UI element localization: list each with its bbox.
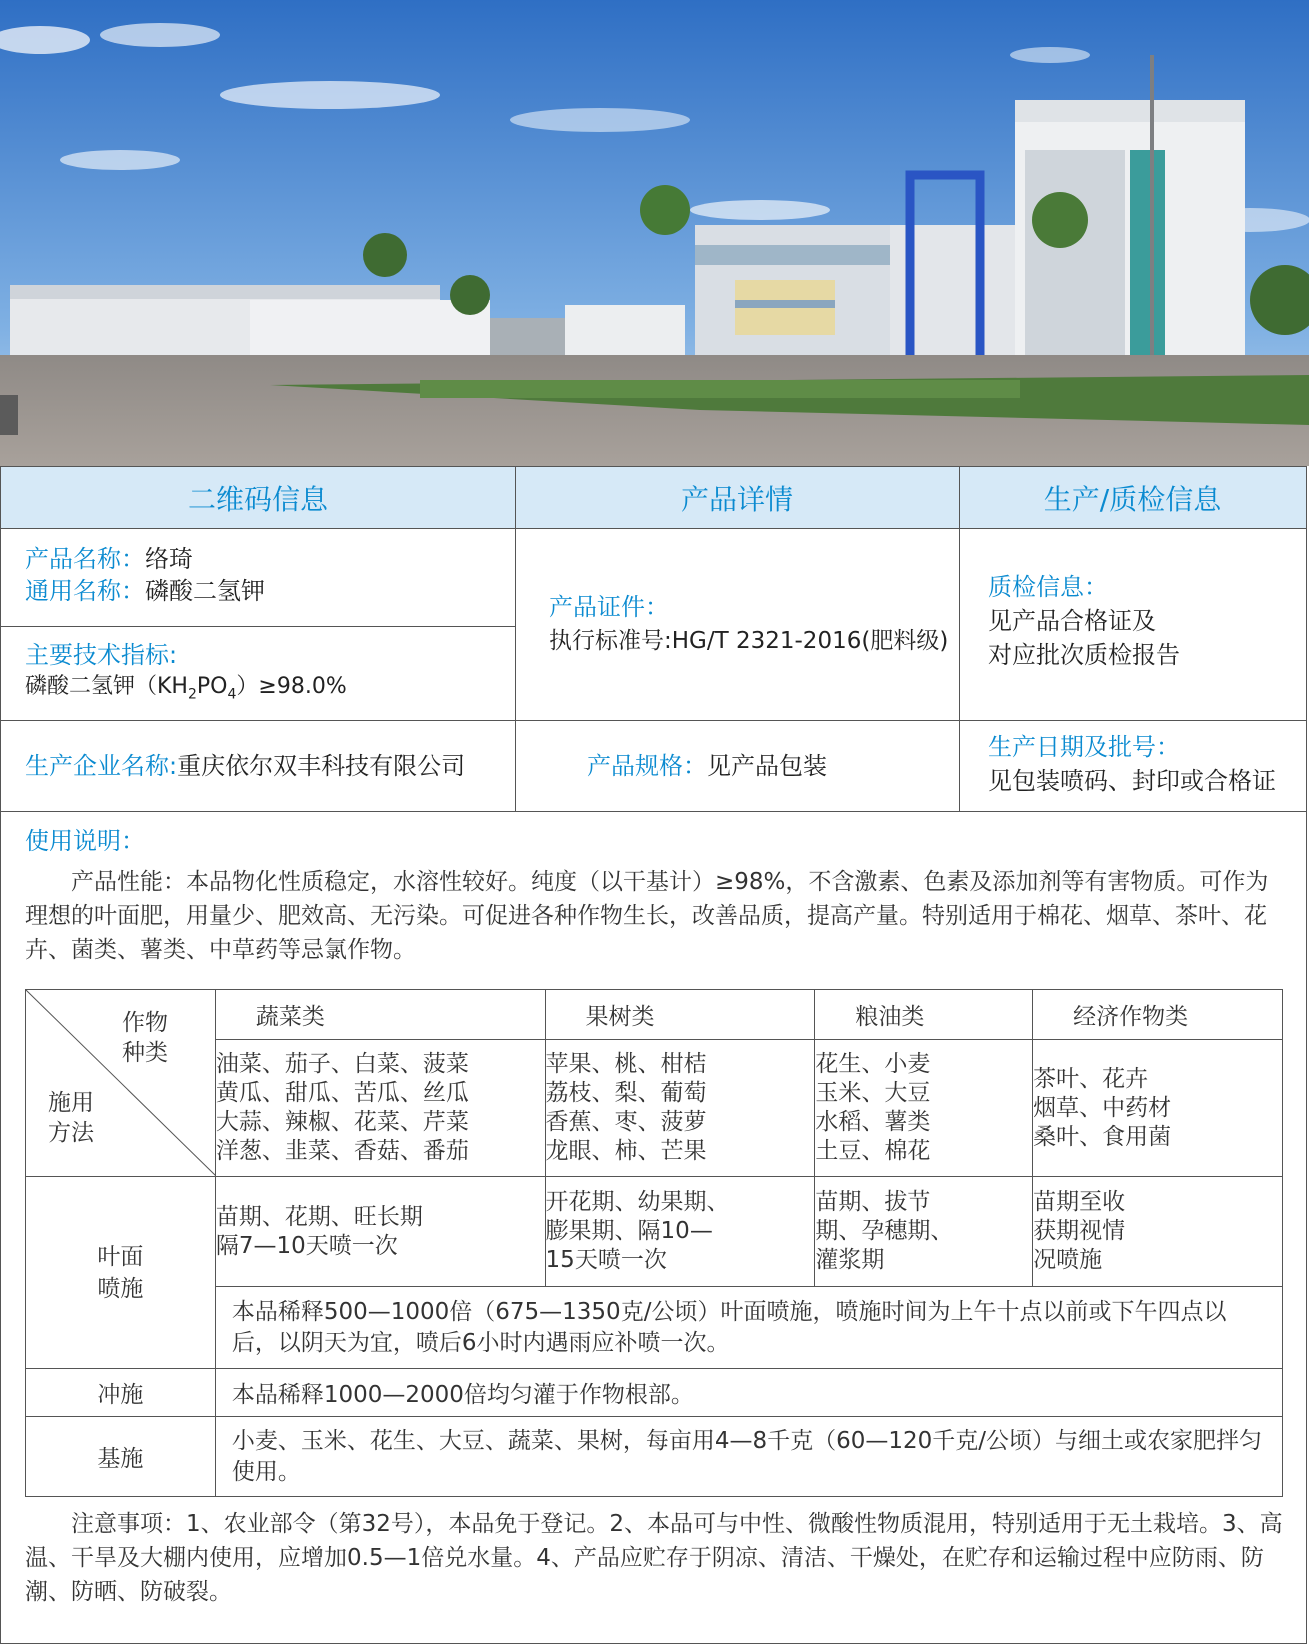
product-details-header: 产品详情 xyxy=(515,467,959,529)
crop-line: 桑叶、食用菌 xyxy=(1033,1123,1172,1150)
crop-line: 荔枝、梨、葡萄 xyxy=(545,1080,707,1107)
qr-info-header: 二维码信息 xyxy=(1,467,515,529)
notice xyxy=(25,1507,1285,1609)
tech-spec-subscript: 4 xyxy=(227,686,237,703)
crop-line: 茶叶、花卉 xyxy=(1033,1065,1149,1092)
crop-line: 土豆、棉花 xyxy=(815,1138,931,1165)
corner-diagonal xyxy=(26,990,216,1176)
corner-bottom-label xyxy=(48,1088,94,1148)
crop-line: 黄瓜、甜瓜、苦瓜、丝瓜 xyxy=(215,1080,469,1107)
timing-line: 苗期、花期、旺长期 xyxy=(215,1203,423,1230)
production-date-value: 见包装喷码、封印或合格证 xyxy=(988,767,1276,795)
base-note: 小麦、玉米、花生、大豆、蔬菜、果树，每亩用4—8千克（60—120千克/公顷）与细土或农家肥拌匀使用。 xyxy=(215,1417,1282,1497)
crop-line: 花生、小麦 xyxy=(815,1051,931,1078)
foliar-note: 本品稀释500—1000倍（675—1350克/公顷）叶面喷施，喷施时间为上午十点以前或下午四点以后，以阴天为宜，喷后6小时内遇雨应补喷一次。 xyxy=(215,1287,1282,1369)
crops-vegetables xyxy=(215,1040,545,1177)
generic-name-value: 磷酸二氢钾 xyxy=(145,577,265,605)
product-name xyxy=(25,543,193,575)
tech-spec-subscript: 2 xyxy=(187,686,197,703)
category-grain-oil: 粮油类 xyxy=(815,990,1033,1040)
crops-grain-oil xyxy=(815,1040,1033,1177)
usage-table xyxy=(25,989,1283,1497)
factory-photo xyxy=(0,0,1309,466)
divider xyxy=(1,720,1306,721)
timing-line: 15天喷一次 xyxy=(545,1247,667,1273)
usage-intro xyxy=(25,865,1285,967)
timing-line: 期、孕穗期、 xyxy=(815,1218,954,1244)
certificate-value: 执行标准号:HG/T 2321-2016(肥料级) xyxy=(549,628,949,654)
production-qc-header: 生产/质检信息 xyxy=(959,467,1306,529)
timing-line: 隔7—10天喷一次 xyxy=(215,1232,398,1259)
flush-label: 冲施 xyxy=(26,1369,216,1417)
corner-cell xyxy=(26,990,216,1177)
manufacturer-label: 生产企业名称: xyxy=(25,752,178,780)
product-name-value: 络琦 xyxy=(145,545,193,573)
divider xyxy=(1,626,515,627)
foliar-grain-oil xyxy=(815,1177,1033,1287)
crop-line: 洋葱、韭菜、香菇、番茄 xyxy=(215,1138,469,1165)
foliar-timing-row xyxy=(26,1177,1283,1287)
production-date-label xyxy=(988,731,1180,763)
corner-top-text: 作物 xyxy=(122,1010,168,1036)
tech-spec-label-text: 主要技术指标: xyxy=(25,641,178,669)
flush-row xyxy=(26,1369,1283,1417)
generic-name xyxy=(25,575,265,607)
product-spec-value: 见产品包装 xyxy=(707,752,827,780)
base-row xyxy=(26,1417,1283,1497)
timing-line: 苗期、拔节 xyxy=(815,1189,931,1215)
corner-top-label xyxy=(122,1008,168,1068)
foliar-fruit-trees xyxy=(545,1177,815,1287)
foliar-label-text: 叶面 xyxy=(97,1243,144,1270)
crops-fruit-trees xyxy=(545,1040,815,1177)
certificate-label-text: 产品证件： xyxy=(549,593,669,621)
crop-line: 苹果、桃、柑桔 xyxy=(545,1051,707,1078)
foliar-label-text: 喷施 xyxy=(97,1275,144,1302)
crop-line: 香蕉、枣、菠萝 xyxy=(545,1109,707,1136)
crop-line: 玉米、大豆 xyxy=(815,1080,931,1107)
qc-info-label xyxy=(988,571,1108,603)
manufacturer-value: 重庆依尔双丰科技有限公司 xyxy=(177,752,466,780)
corner-bottom-text: 方法 xyxy=(48,1120,94,1146)
product-info-frame xyxy=(0,466,1307,1644)
timing-line: 获期视情 xyxy=(1033,1218,1126,1244)
crop-line: 油菜、茄子、白菜、菠菜 xyxy=(215,1051,469,1078)
flush-note: 本品稀释1000—2000倍均匀灌于作物根部。 xyxy=(215,1369,1282,1417)
crop-line: 水稻、薯类 xyxy=(815,1109,931,1136)
timing-line: 灌浆期 xyxy=(815,1247,885,1273)
usage-title: 使用说明： xyxy=(25,827,145,855)
corner-top-text: 种类 xyxy=(122,1040,168,1066)
generic-name-label: 通用名称： xyxy=(25,577,145,605)
timing-line: 膨果期、隔10— xyxy=(545,1218,713,1244)
notice-text: 注意事项：1、农业部令（第32号），本品免于登记。2、本品可与中性、微酸性物质混用，特别适用于无土栽培。3、高温、干旱及大棚内使用，应增加0.5—1倍兑水量。4、产品应贮存于阴凉、清洁、干燥处，在贮存和运输过程中应防雨、防潮、防晒、防破裂。 xyxy=(25,1511,1283,1605)
base-label: 基施 xyxy=(26,1417,216,1497)
production-date-label-text: 生产日期及批号： xyxy=(988,733,1180,761)
qc-info-line2: 对应批次质检报告 xyxy=(988,641,1180,669)
product-spec-label: 产品规格： xyxy=(587,752,707,780)
timing-line: 苗期至收 xyxy=(1033,1189,1126,1215)
tech-spec-value xyxy=(25,671,347,710)
tech-spec-part: 磷酸二氢钾（KH xyxy=(25,674,188,699)
foliar-label-cell xyxy=(26,1177,216,1369)
divider xyxy=(959,467,960,811)
usage-intro-text: 产品性能：本品物化性质稳定，水溶性较好。纯度（以干基计）≥98%，不含激素、色素及添加剂等有害物质。可作为理想的叶面肥，用量少、肥效高、无污染。可促进各种作物生长，改善品质，提高产量。特别适用于棉花、烟草、茶叶、花卉、菌类、薯类、中草药等忌氯作物。 xyxy=(25,869,1269,963)
crop-line: 烟草、中药材 xyxy=(1033,1094,1172,1121)
category-row xyxy=(26,990,1283,1040)
crops-cash-crops xyxy=(1033,1040,1283,1177)
product-spec xyxy=(587,750,827,782)
product-name-label: 产品名称： xyxy=(25,545,145,573)
category-vegetables: 蔬菜类 xyxy=(215,990,545,1040)
category-fruit-trees: 果树类 xyxy=(545,990,815,1040)
tech-spec-part: ）≥98.0% xyxy=(236,674,347,699)
manufacturer xyxy=(25,750,465,782)
tech-spec-label xyxy=(25,639,177,671)
divider xyxy=(515,467,516,811)
certificate-label xyxy=(549,591,669,623)
timing-line: 况喷施 xyxy=(1033,1247,1103,1273)
qc-info-line1: 见产品合格证及 xyxy=(988,607,1156,635)
divider xyxy=(1,811,1306,812)
qc-info-label-text: 质检信息： xyxy=(988,573,1108,601)
corner-bottom-text: 施用 xyxy=(48,1090,94,1116)
timing-line: 开花期、幼果期、 xyxy=(545,1189,730,1215)
category-cash-crops: 经济作物类 xyxy=(1033,990,1283,1040)
foliar-cash-crops xyxy=(1033,1177,1283,1287)
crop-line: 大蒜、辣椒、花菜、芹菜 xyxy=(215,1109,469,1136)
crop-line: 龙眼、柿、芒果 xyxy=(545,1138,707,1165)
tech-spec-part: PO xyxy=(196,674,228,699)
foliar-vegetables xyxy=(215,1177,545,1287)
